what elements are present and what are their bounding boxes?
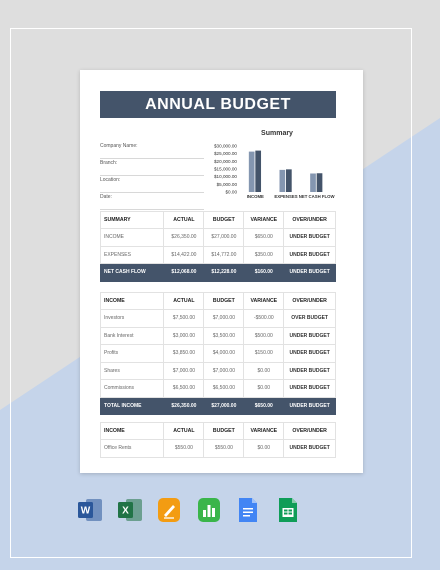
table-cell: Office Rents (101, 440, 164, 458)
app-icons-row (78, 497, 315, 523)
table-cell: $3,850.00 (164, 345, 204, 363)
pages-icon[interactable] (157, 497, 179, 523)
table-cell: OVER BUDGET (284, 310, 336, 328)
header-actual: ACTUAL (164, 212, 204, 229)
bar-income-1 (255, 151, 261, 192)
table-row (101, 362, 336, 380)
table-cell: $14,772.00 (204, 246, 244, 264)
expense-table (100, 422, 336, 458)
table-cell: $0.00 (244, 362, 284, 380)
table-cell: $3,500.00 (204, 327, 244, 345)
table-cell: $0.00 (244, 380, 284, 398)
table-cell: $27,000.00 (204, 229, 244, 247)
table-cell: Bank Interest (101, 327, 164, 345)
table-cell: UNDER BUDGET (284, 345, 336, 363)
summary-table (100, 211, 336, 282)
y-tick-label: $15,000.00 (214, 166, 237, 172)
info-company-name: Company Name: (100, 142, 204, 159)
bar-income-0 (249, 152, 255, 192)
info-date: Date: (100, 193, 204, 210)
summary-chart (204, 140, 338, 200)
y-tick-label: $25,000.00 (214, 151, 237, 157)
table-row (101, 310, 336, 328)
header-over-under: OVER/UNDER (284, 293, 336, 310)
x-category-label: INCOME (246, 194, 264, 199)
bar-expenses-0 (280, 170, 286, 192)
chart-title: Summary (261, 130, 293, 137)
table-cell: UNDER BUDGET (284, 229, 336, 247)
table-cell: $7,000.00 (204, 310, 244, 328)
table-cell: $550.00 (204, 440, 244, 458)
total-cell: $26,350.00 (164, 397, 204, 415)
total-cell: UNDER BUDGET (284, 264, 336, 282)
header-summary: SUMMARY (101, 212, 164, 229)
x-category-label: EXPENSES (274, 194, 298, 199)
table-cell: UNDER BUDGET (284, 327, 336, 345)
table-cell: $7,500.00 (164, 310, 204, 328)
info-branch: Branch: (100, 159, 204, 176)
table-cell: UNDER BUDGET (284, 380, 336, 398)
table-cell: $650.00 (244, 229, 284, 247)
table-cell: Commissions (101, 380, 164, 398)
document-title: ANNUAL BUDGET (100, 91, 336, 118)
header-budget: BUDGET (204, 293, 244, 310)
total-cell: $160.00 (244, 264, 284, 282)
header-over-under: OVER/UNDER (284, 423, 336, 440)
svg-text:W: W (80, 505, 91, 517)
table-cell: $150.00 (244, 345, 284, 363)
table-cell: $14,422.00 (164, 246, 204, 264)
table-row (101, 345, 336, 363)
header-variance: VARIANCE (244, 212, 284, 229)
table-row (101, 229, 336, 247)
header-actual: ACTUAL (164, 423, 204, 440)
table-cell: $26,350.00 (164, 229, 204, 247)
table-cell: $7,000.00 (204, 362, 244, 380)
table-cell: $350.00 (244, 246, 284, 264)
x-category-label: NET CASH FLOW (298, 194, 335, 199)
header-budget: BUDGET (204, 212, 244, 229)
total-cell: NET CASH FLOW (101, 264, 164, 282)
total-cell: $650.00 (244, 397, 284, 415)
svg-text:X: X (121, 505, 129, 517)
table-cell: INCOME (101, 229, 164, 247)
table-cell: $7,000.00 (164, 362, 204, 380)
table-cell: $550.00 (164, 440, 204, 458)
total-cell: $27,000.00 (204, 397, 244, 415)
y-tick-label: $10,000.00 (214, 174, 237, 180)
table-cell: Investors (101, 310, 164, 328)
table-row (101, 246, 336, 264)
table-cell: EXPENSES (101, 246, 164, 264)
table-cell: $3,000.00 (164, 327, 204, 345)
bar-net-cash-flow-0 (310, 173, 316, 192)
y-tick-label: $30,000.00 (214, 143, 237, 149)
table-cell: -$500.00 (244, 310, 284, 328)
table-cell: $0.00 (244, 440, 284, 458)
total-cell: $12,068.00 (164, 264, 204, 282)
company-info-block (100, 142, 204, 210)
table-cell: Shares (101, 362, 164, 380)
header-actual: ACTUAL (164, 293, 204, 310)
total-cell: TOTAL INCOME (101, 397, 164, 415)
header-income: INCOME (101, 293, 164, 310)
table-cell: UNDER BUDGET (284, 246, 336, 264)
table-cell: UNDER BUDGET (284, 362, 336, 380)
table-row (101, 327, 336, 345)
table-cell: Profits (101, 345, 164, 363)
table-cell: $4,000.00 (204, 345, 244, 363)
table-cell: UNDER BUDGET (284, 440, 336, 458)
table-cell: $6,500.00 (164, 380, 204, 398)
bar-net-cash-flow-1 (317, 173, 323, 192)
y-tick-label: $5,000.00 (216, 181, 237, 187)
table-row (101, 440, 336, 458)
google-docs-icon[interactable] (236, 497, 258, 523)
income-table (100, 292, 336, 415)
total-cell: $12,228.00 (204, 264, 244, 282)
numbers-icon[interactable] (197, 497, 219, 523)
total-cell: UNDER BUDGET (284, 397, 336, 415)
header-variance: VARIANCE (244, 423, 284, 440)
table-cell: $6,500.00 (204, 380, 244, 398)
total-row (101, 264, 336, 282)
y-tick-label: $20,000.00 (214, 158, 237, 164)
header-variance: VARIANCE (244, 293, 284, 310)
document-page (80, 70, 363, 473)
header-budget: BUDGET (204, 423, 244, 440)
header-income: INCOME (101, 423, 164, 440)
header-over-under: OVER/UNDER (284, 212, 336, 229)
total-row (101, 397, 336, 415)
google-sheets-icon[interactable] (276, 497, 298, 523)
table-cell: $500.00 (244, 327, 284, 345)
word-icon[interactable] (78, 497, 100, 523)
y-tick-label: $0.00 (225, 189, 237, 195)
info-location: Location: (100, 176, 204, 193)
bar-expenses-1 (286, 169, 292, 192)
excel-icon[interactable] (118, 497, 140, 523)
table-row (101, 380, 336, 398)
